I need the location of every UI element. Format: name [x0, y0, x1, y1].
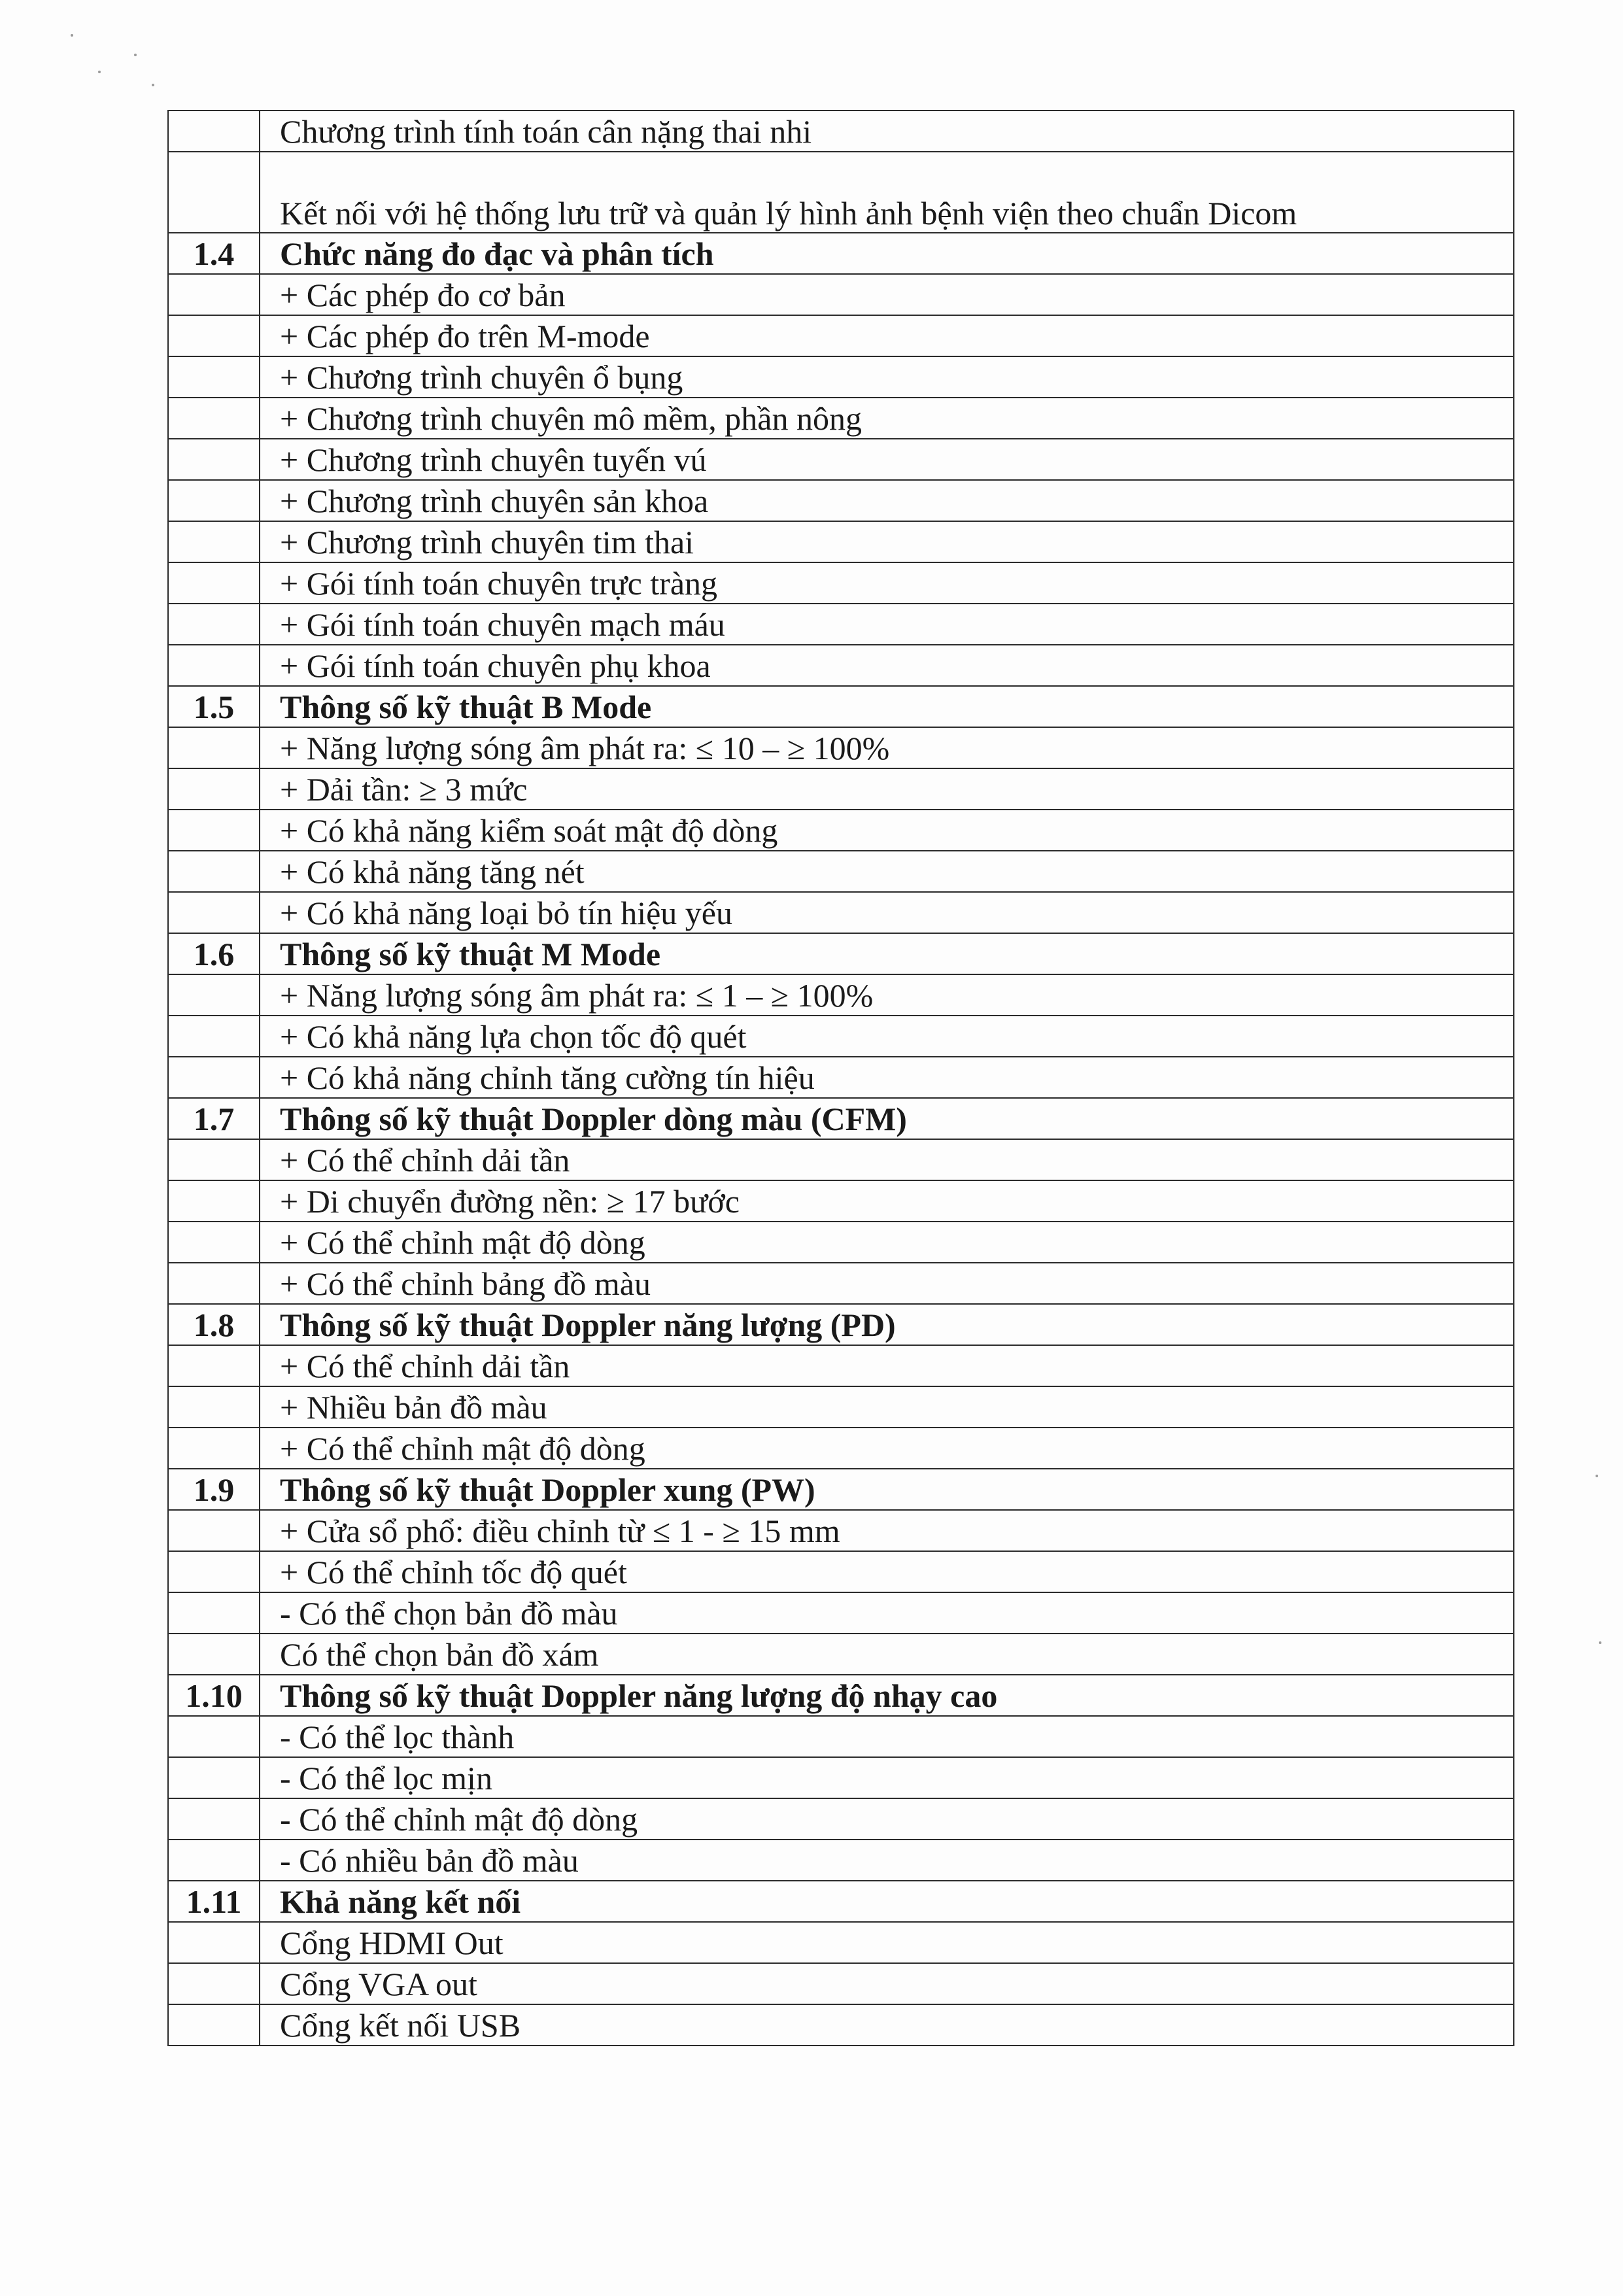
row-number: 1.10 [168, 1675, 260, 1716]
scan-speck [1599, 1641, 1601, 1644]
row-number [168, 480, 260, 521]
spec-row [168, 1551, 1514, 1592]
spec-text: + Năng lượng sóng âm phát ra: ≤ 10 – ≥ 100% [260, 727, 1514, 768]
spec-text: + Có thể chỉnh mật độ dòng [260, 1222, 1514, 1263]
spec-text: + Chương trình chuyên ổ bụng [260, 356, 1514, 398]
row-number [168, 892, 260, 933]
row-number [168, 274, 260, 315]
spec-row [168, 727, 1514, 768]
section-row [168, 1469, 1514, 1510]
spec-text: - Có thể lọc thành [260, 1716, 1514, 1757]
spec-text: + Cửa sổ phổ: điều chỉnh từ ≤ 1 - ≥ 15 mm [260, 1510, 1514, 1551]
section-title: Thông số kỹ thuật Doppler xung (PW) [260, 1469, 1514, 1510]
spec-text: + Chương trình chuyên mô mềm, phần nông [260, 398, 1514, 439]
spec-text: - Có thể chỉnh mật độ dòng [260, 1798, 1514, 1840]
section-title: Khả năng kết nối [260, 1881, 1514, 1922]
row-number [168, 1139, 260, 1180]
row-number: 1.4 [168, 233, 260, 274]
spec-text: + Dải tần: ≥ 3 mức [260, 768, 1514, 810]
spec-text: + Chương trình chuyên tuyến vú [260, 439, 1514, 480]
spec-row [168, 1963, 1514, 2004]
spec-text: + Có thể chỉnh dải tần [260, 1345, 1514, 1386]
spec-row [168, 1180, 1514, 1222]
row-number [168, 1757, 260, 1798]
section-title: Thông số kỹ thuật M Mode [260, 933, 1514, 974]
row-number [168, 398, 260, 439]
spec-row [168, 356, 1514, 398]
row-number [168, 1922, 260, 1963]
row-number [168, 1510, 260, 1551]
row-number [168, 1716, 260, 1757]
spec-text: + Có khả năng chỉnh tăng cường tín hiệu [260, 1057, 1514, 1098]
spec-text: + Có thể chỉnh mật độ dòng [260, 1428, 1514, 1469]
scan-speck [134, 54, 137, 56]
row-number [168, 1180, 260, 1222]
row-number [168, 1551, 260, 1592]
row-number [168, 974, 260, 1016]
spec-row [168, 1634, 1514, 1675]
spec-row [168, 604, 1514, 645]
row-number [168, 1016, 260, 1057]
spec-row [168, 111, 1514, 152]
spec-row [168, 315, 1514, 356]
spec-row [168, 1139, 1514, 1180]
section-row [168, 933, 1514, 974]
spec-row [168, 398, 1514, 439]
spec-row [168, 1757, 1514, 1798]
row-number [168, 1798, 260, 1840]
spec-text: Kết nối với hệ thống lưu trữ và quản lý hình ảnh bệnh viện theo chuẩn Dicom [260, 152, 1514, 233]
row-number [168, 1222, 260, 1263]
scan-speck [152, 84, 154, 86]
spec-text: + Gói tính toán chuyên trực tràng [260, 562, 1514, 604]
spec-text: + Có khả năng tăng nét [260, 851, 1514, 892]
section-title: Thông số kỹ thuật Doppler năng lượng (PD) [260, 1304, 1514, 1345]
spec-text: - Có thể lọc mịn [260, 1757, 1514, 1798]
spec-text: + Có thể chỉnh tốc độ quét [260, 1551, 1514, 1592]
spec-row [168, 1428, 1514, 1469]
row-number: 1.8 [168, 1304, 260, 1345]
spec-text: Có thể chọn bản đồ xám [260, 1634, 1514, 1675]
spec-row [168, 1840, 1514, 1881]
section-title: Thông số kỹ thuật Doppler năng lượng độ nhạy cao [260, 1675, 1514, 1716]
spec-row [168, 1345, 1514, 1386]
row-number [168, 810, 260, 851]
row-number: 1.11 [168, 1881, 260, 1922]
spec-row [168, 521, 1514, 562]
row-number: 1.5 [168, 686, 260, 727]
row-number [168, 851, 260, 892]
spec-row [168, 2004, 1514, 2046]
section-row [168, 1098, 1514, 1139]
spec-row [168, 562, 1514, 604]
row-number: 1.6 [168, 933, 260, 974]
spec-text: + Gói tính toán chuyên phụ khoa [260, 645, 1514, 686]
row-number [168, 1386, 260, 1428]
row-number [168, 152, 260, 233]
spec-row [168, 439, 1514, 480]
section-row [168, 1881, 1514, 1922]
spec-row [168, 851, 1514, 892]
spec-text: + Có khả năng lựa chọn tốc độ quét [260, 1016, 1514, 1057]
spec-text: - Có nhiều bản đồ màu [260, 1840, 1514, 1881]
row-number [168, 315, 260, 356]
spec-text: + Có khả năng loại bỏ tín hiệu yếu [260, 892, 1514, 933]
spec-row [168, 1510, 1514, 1551]
section-row [168, 686, 1514, 727]
row-number [168, 2004, 260, 2046]
spec-row [168, 1222, 1514, 1263]
spec-row [168, 892, 1514, 933]
row-number [168, 111, 260, 152]
spec-row [168, 810, 1514, 851]
spec-text: + Chương trình chuyên sản khoa [260, 480, 1514, 521]
row-number [168, 1428, 260, 1469]
spec-text: + Các phép đo trên M-mode [260, 315, 1514, 356]
spec-row [168, 152, 1514, 233]
spec-row [168, 768, 1514, 810]
spec-text: + Có thể chỉnh bảng đồ màu [260, 1263, 1514, 1304]
spec-text: Chương trình tính toán cân nặng thai nhi [260, 111, 1514, 152]
section-title: Thông số kỹ thuật B Mode [260, 686, 1514, 727]
spec-row [168, 480, 1514, 521]
row-number: 1.7 [168, 1098, 260, 1139]
scan-speck [71, 34, 73, 37]
spec-text: + Các phép đo cơ bản [260, 274, 1514, 315]
spec-table-body [168, 111, 1514, 2046]
section-row [168, 1304, 1514, 1345]
spec-text: Cổng kết nối USB [260, 2004, 1514, 2046]
spec-table [167, 110, 1514, 2046]
spec-text: + Có khả năng kiểm soát mật độ dòng [260, 810, 1514, 851]
section-title: Thông số kỹ thuật Doppler dòng màu (CFM) [260, 1098, 1514, 1139]
section-title: Chức năng đo đạc và phân tích [260, 233, 1514, 274]
scan-speck [98, 71, 101, 73]
row-number [168, 645, 260, 686]
row-number [168, 439, 260, 480]
row-number [168, 562, 260, 604]
spec-text: + Có thể chỉnh dải tần [260, 1139, 1514, 1180]
scan-speck [1596, 1475, 1598, 1477]
row-number [168, 1263, 260, 1304]
spec-text: + Nhiều bản đồ màu [260, 1386, 1514, 1428]
spec-text: Cổng VGA out [260, 1963, 1514, 2004]
spec-text: + Gói tính toán chuyên mạch máu [260, 604, 1514, 645]
spec-text: + Năng lượng sóng âm phát ra: ≤ 1 – ≥ 100% [260, 974, 1514, 1016]
spec-row [168, 1798, 1514, 1840]
row-number [168, 727, 260, 768]
spec-row [168, 274, 1514, 315]
section-row [168, 1675, 1514, 1716]
spec-row [168, 974, 1514, 1016]
row-number [168, 768, 260, 810]
spec-row [168, 1922, 1514, 1963]
spec-text: + Chương trình chuyên tim thai [260, 521, 1514, 562]
row-number [168, 1963, 260, 2004]
spec-text: Cổng HDMI Out [260, 1922, 1514, 1963]
row-number [168, 1345, 260, 1386]
spec-row [168, 1016, 1514, 1057]
row-number: 1.9 [168, 1469, 260, 1510]
row-number [168, 604, 260, 645]
row-number [168, 1634, 260, 1675]
section-row [168, 233, 1514, 274]
row-number [168, 1840, 260, 1881]
row-number [168, 1057, 260, 1098]
spec-text: + Di chuyển đường nền: ≥ 17 bước [260, 1180, 1514, 1222]
spec-row [168, 1263, 1514, 1304]
spec-row [168, 1592, 1514, 1634]
spec-row [168, 1057, 1514, 1098]
spec-text: - Có thể chọn bản đồ màu [260, 1592, 1514, 1634]
spec-row [168, 1386, 1514, 1428]
row-number [168, 521, 260, 562]
spec-row [168, 1716, 1514, 1757]
spec-row [168, 645, 1514, 686]
row-number [168, 1592, 260, 1634]
row-number [168, 356, 260, 398]
